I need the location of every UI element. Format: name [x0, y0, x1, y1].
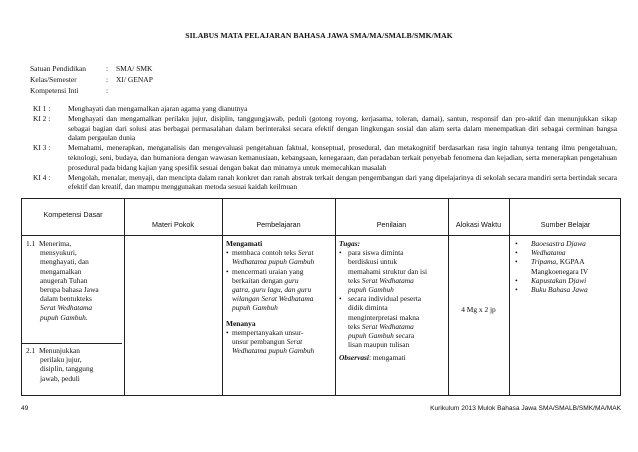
sumber-belajar-cell: [514, 239, 620, 294]
observasi-line: [339, 353, 445, 362]
header-sumber-belajar: Sumber Belajar: [540, 220, 591, 229]
page-number: 49: [21, 405, 29, 412]
ki-code: KI 4 :: [33, 172, 51, 182]
mengamati-item: [226, 267, 332, 313]
text-run: Wedhatama pupuh Gambuh: [232, 346, 315, 356]
header-alokasi-waktu: Alokasi Waktu: [455, 220, 502, 229]
header-penilaian: Penilaian: [376, 220, 407, 229]
meta-colon: :: [106, 75, 109, 84]
sumber-item: • Wedhatama: [515, 248, 620, 257]
tugas-item: [339, 248, 445, 294]
footer-text: Kurikulum 2013 Mulok Bahasa Jawa SMA/SMALB/SMK/MA/MAK: [430, 405, 621, 412]
sumber-item: • Kapustakan Djawi: [515, 276, 620, 285]
kd-line: mensyukuri,: [40, 248, 77, 258]
page-title: SILABUS MATA PELAJARAN BAHASA JAWA SMA/MA/SMALB/SMK/MAK: [185, 31, 453, 40]
text-run: mencermati uraian yang: [232, 266, 304, 276]
kd-line: perilaku jujur,: [40, 355, 82, 365]
text-run: Serat: [297, 248, 314, 258]
text-run: mempertanyakan unsur-: [232, 327, 304, 337]
kd-number: 2.1: [26, 346, 36, 355]
text-run: berdiskusi untuk: [348, 257, 398, 267]
kompetensi-inti-list: [33, 104, 617, 192]
text-run: pupuh Gambuh: [232, 303, 278, 313]
text-run: wilangan Serat Wedhatama: [232, 294, 314, 304]
text-run: teks: [348, 321, 360, 331]
menanya-heading: Menanya: [226, 318, 256, 328]
kd-line: menghayati, dan: [40, 257, 89, 267]
alokasi-waktu-value: 4 Mg x 2 jp: [461, 305, 496, 314]
tugas-heading: Tugas:: [339, 239, 361, 248]
text-run: menginterpretasi makna: [348, 312, 420, 322]
header-materi-pokok: Materi Pokok: [152, 220, 194, 229]
kd-line: mengamalkan: [40, 266, 82, 276]
text-run: didik diminta: [348, 303, 388, 313]
meta-value: XI/ GENAP: [116, 75, 153, 84]
mengamati-item: [226, 248, 332, 266]
ki-item-4: [33, 173, 617, 192]
meta-value: SMA/ SMK: [116, 64, 153, 73]
ki-code: KI 2 :: [33, 114, 51, 124]
text-run: , KGPAA: [556, 257, 585, 267]
meta-colon: :: [106, 86, 109, 95]
kd-1-1: [26, 239, 122, 322]
meta-key: Satuan Pendidikan: [30, 64, 87, 73]
text-run: guru: [284, 275, 299, 285]
kd-line: pupuh Gambuh.: [40, 312, 88, 322]
kd-line: jawab, peduli: [40, 373, 80, 383]
text-run: pupuh Gambuh: [348, 331, 394, 341]
pembelajaran-cell: [226, 239, 332, 355]
text-run: berkaitan dengan: [232, 275, 283, 285]
text-run: secara individual peserta: [348, 294, 422, 304]
header-divider: [22, 235, 620, 236]
tugas-item: [339, 294, 445, 349]
text-run: membaca contoh teks: [232, 248, 297, 258]
kd-number: 1.1: [26, 239, 36, 248]
text-run: para siswa diminta: [348, 248, 404, 258]
ki-code: KI 3 :: [33, 143, 51, 153]
observasi-heading: Observasi: [339, 353, 369, 363]
text-run: unsur pembangun: [232, 337, 285, 347]
kd-row-divider: [22, 343, 122, 344]
ki-text: Mengolah, menalar, menyaji, dan mencipta dalam ranah konkret dan ranah abstrak terkait dengan pengembangan dari yang dipelajarinya di sekolah secara mandiri serta bertindak secara efektif dan kreatif, dan mampu menggunakan metoda sesuai kaidah keilmuan: [68, 172, 617, 192]
kd-line: berupa bahasa Jawa: [40, 285, 99, 295]
text-run: pupuh Gambuh: [348, 285, 394, 295]
text-run: secara: [395, 331, 415, 341]
text-run: Mangkoenegara IV: [531, 266, 589, 276]
meta-row-kelas: [30, 74, 153, 85]
menanya-item: [226, 328, 332, 356]
sumber-item: • Baoesastra Djawa: [515, 239, 620, 248]
sumber-item: • Buku Bahasa Jawa: [515, 285, 620, 294]
kd-line: dalam bentukteks: [40, 294, 92, 304]
text-run: gatra, guru lagu, dan guru: [232, 285, 312, 295]
kd-line: Menunjukkan: [38, 346, 81, 355]
ki-text: Menghayati dan mengamalkan ajaran agama yang dianutnya: [68, 104, 248, 113]
text-run: Serat Wedhatama: [361, 321, 414, 331]
mengamati-heading: Mengamati: [226, 239, 263, 248]
identity-block: [30, 63, 153, 96]
meta-key: Kelas/Semester: [30, 75, 77, 84]
text-run: Serat Wedhatama: [361, 275, 414, 285]
ki-text: Menghayati dan mengamalkan perilaku jujur, disiplin, tanggungjawab, peduli (gotong royong, kerjasama, toleran, damai), santun, responsif dan pro-aktif dan menunjukkan sikap sebagai bagian dari solusi atas berbagai permasalahan dalam berinteraksi secara efektif dengan lingkungan sosial dan alam serta dalam menempatkan diri sebagai cerminan bangsa dalam pergaulan dunia: [68, 114, 617, 143]
meta-row-ki: [30, 85, 153, 96]
header-pembelajaran: Pembelajaran: [256, 220, 301, 229]
sumber-item: [515, 257, 620, 275]
meta-key: Kompetensi Inti: [30, 86, 79, 95]
text-run: : mengamati: [368, 353, 406, 363]
ki-code: KI 1 :: [33, 104, 51, 113]
text-run: Wedhatama pupuh Gambuh: [232, 257, 315, 267]
ki-text: Memahami, menerapkan, menganalisis dan mengevaluasi pengetahuan faktual, konseptual, prosedural, dan metakognitif berdasarkan rasa ingin tahunya tentang ilmu pengetahuan, teknologi, seni, budaya, dan humaniora dengan wawasan kemanusiaan, kebangsaan, kenegaraan, dan peradaban terkait penyebab fenomena dan kejadian, serta menerapkan pengetahuan prosedural pada bidang kajian yang spesifik sesuai dengan bakat dan minatnya untuk memecahkan masalah: [68, 143, 617, 172]
penilaian-cell: [339, 239, 445, 363]
header-kompetensi-dasar: Kompetensi Dasar: [43, 210, 103, 219]
kd-line: Serat Wedhatama: [40, 303, 93, 313]
syllabus-table: [21, 198, 621, 396]
meta-colon: :: [106, 64, 109, 73]
text-run: lisan maupun tulisan: [348, 340, 410, 350]
ki-item-2: [33, 114, 617, 143]
ki-item-3: [33, 143, 617, 172]
text-run: Serat: [286, 337, 303, 347]
ki-item-1: [33, 104, 617, 114]
kd-line: Menerima,: [38, 239, 72, 248]
kd-2-1: [26, 346, 122, 383]
kd-line: disiplin, tanggung: [40, 364, 94, 374]
text-run: memahami struktur dan isi: [348, 266, 428, 276]
meta-row-satuan: [30, 63, 153, 74]
kd-line: anugerah Tuhan: [40, 275, 88, 285]
text-run: Tripama: [531, 257, 557, 267]
text-run: teks: [348, 275, 360, 285]
